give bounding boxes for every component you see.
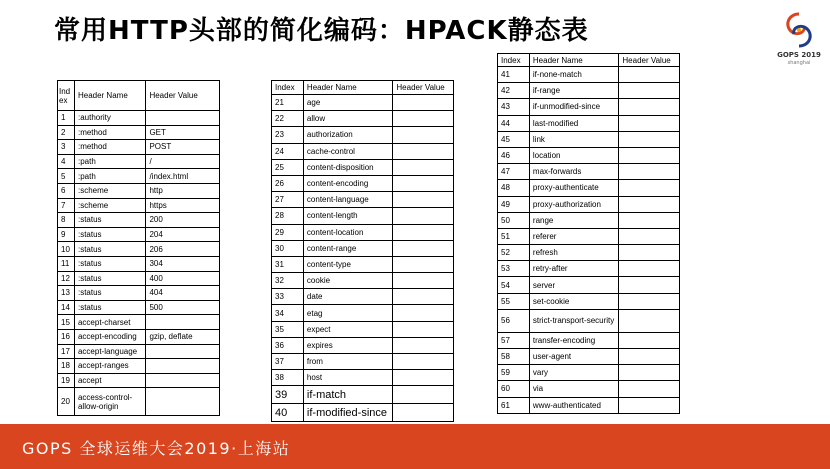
gops-logo bbox=[774, 10, 824, 68]
index-cell: 47 bbox=[498, 164, 530, 180]
name-cell: if-unmodified-since bbox=[529, 99, 618, 115]
index-cell: 11 bbox=[58, 256, 75, 271]
name-cell: authorization bbox=[303, 127, 392, 143]
name-cell: server bbox=[529, 277, 618, 293]
index-cell: 37 bbox=[272, 354, 304, 370]
table-row bbox=[272, 95, 454, 111]
value-cell bbox=[393, 404, 454, 422]
index-cell: 38 bbox=[272, 370, 304, 386]
slide-title: 常用HTTP头部的简化编码：HPACK静态表 bbox=[54, 16, 589, 46]
value-cell bbox=[619, 180, 680, 196]
table-row bbox=[58, 213, 220, 228]
name-cell: if-modified-since bbox=[303, 404, 392, 422]
table-row bbox=[498, 381, 680, 397]
table-row bbox=[272, 127, 454, 143]
table-row bbox=[498, 261, 680, 277]
index-cell: 51 bbox=[498, 228, 530, 244]
index-cell: 10 bbox=[58, 242, 75, 257]
name-cell: last-modified bbox=[529, 115, 618, 131]
value-cell: 400 bbox=[146, 271, 220, 286]
name-cell: allow bbox=[303, 111, 392, 127]
name-cell: retry-after bbox=[529, 261, 618, 277]
name-cell: accept-ranges bbox=[74, 359, 145, 374]
name-cell: accept bbox=[74, 373, 145, 388]
table-row bbox=[58, 286, 220, 301]
table-row bbox=[58, 271, 220, 286]
index-cell: 3 bbox=[58, 140, 75, 155]
table-row bbox=[498, 365, 680, 381]
value-cell bbox=[619, 67, 680, 83]
table-row bbox=[272, 321, 454, 337]
name-cell: accept-encoding bbox=[74, 329, 145, 344]
table-row bbox=[272, 370, 454, 386]
name-cell: strict-transport-security bbox=[529, 309, 618, 332]
name-cell: proxy-authorization bbox=[529, 196, 618, 212]
value-cell bbox=[393, 386, 454, 404]
value-cell: 404 bbox=[146, 286, 220, 301]
table-row bbox=[58, 125, 220, 140]
name-cell: :status bbox=[74, 271, 145, 286]
table-row bbox=[498, 67, 680, 83]
footer-bar bbox=[0, 424, 830, 469]
value-cell bbox=[393, 337, 454, 353]
table-row bbox=[58, 344, 220, 359]
table-row bbox=[498, 164, 680, 180]
value-cell bbox=[619, 228, 680, 244]
index-cell: 39 bbox=[272, 386, 304, 404]
index-cell: 58 bbox=[498, 349, 530, 365]
index-cell: 25 bbox=[272, 159, 304, 175]
table-row bbox=[498, 115, 680, 131]
value-cell: 206 bbox=[146, 242, 220, 257]
table-row bbox=[498, 212, 680, 228]
index-cell: 52 bbox=[498, 245, 530, 261]
table-row bbox=[498, 196, 680, 212]
table-row bbox=[498, 349, 680, 365]
value-cell bbox=[619, 115, 680, 131]
table-row bbox=[498, 332, 680, 348]
name-cell: vary bbox=[529, 365, 618, 381]
value-cell bbox=[393, 208, 454, 224]
name-cell: refresh bbox=[529, 245, 618, 261]
table-row bbox=[272, 208, 454, 224]
column-header-name: Header Name bbox=[74, 81, 145, 111]
value-cell bbox=[619, 332, 680, 348]
index-cell: 7 bbox=[58, 198, 75, 213]
name-cell: www-authenticated bbox=[529, 397, 618, 413]
table-row bbox=[58, 256, 220, 271]
name-cell: content-range bbox=[303, 240, 392, 256]
index-cell: 45 bbox=[498, 131, 530, 147]
table-row bbox=[272, 143, 454, 159]
value-cell bbox=[393, 143, 454, 159]
value-cell bbox=[393, 273, 454, 289]
name-cell: from bbox=[303, 354, 392, 370]
value-cell bbox=[619, 365, 680, 381]
column-header-index: Index bbox=[272, 81, 304, 95]
value-cell bbox=[619, 99, 680, 115]
name-cell: accept-language bbox=[74, 344, 145, 359]
logo-sub-text: shanghai bbox=[787, 60, 811, 66]
value-cell bbox=[393, 127, 454, 143]
value-cell bbox=[619, 381, 680, 397]
value-cell bbox=[146, 111, 220, 126]
table-row bbox=[498, 83, 680, 99]
value-cell bbox=[619, 131, 680, 147]
value-cell: gzip, deflate bbox=[146, 329, 220, 344]
name-cell: transfer-encoding bbox=[529, 332, 618, 348]
table-row bbox=[498, 131, 680, 147]
name-cell: :authority bbox=[74, 111, 145, 126]
name-cell: if-match bbox=[303, 386, 392, 404]
name-cell: host bbox=[303, 370, 392, 386]
value-cell bbox=[146, 373, 220, 388]
index-cell: 36 bbox=[272, 337, 304, 353]
value-cell bbox=[146, 388, 220, 416]
index-cell: 30 bbox=[272, 240, 304, 256]
value-cell bbox=[393, 321, 454, 337]
table-row bbox=[58, 183, 220, 198]
value-cell: 204 bbox=[146, 227, 220, 242]
value-cell bbox=[393, 192, 454, 208]
index-cell: 21 bbox=[272, 95, 304, 111]
name-cell: set-cookie bbox=[529, 293, 618, 309]
name-cell: :status bbox=[74, 213, 145, 228]
table-row bbox=[58, 329, 220, 344]
index-cell: 24 bbox=[272, 143, 304, 159]
table-row bbox=[272, 305, 454, 321]
value-cell bbox=[146, 344, 220, 359]
index-cell: 26 bbox=[272, 175, 304, 191]
index-cell: 53 bbox=[498, 261, 530, 277]
index-cell: 13 bbox=[58, 286, 75, 301]
name-cell: proxy-authenticate bbox=[529, 180, 618, 196]
value-cell bbox=[146, 315, 220, 330]
value-cell bbox=[393, 224, 454, 240]
name-cell: :method bbox=[74, 140, 145, 155]
index-cell: 42 bbox=[498, 83, 530, 99]
table-row bbox=[498, 99, 680, 115]
table-row bbox=[272, 192, 454, 208]
index-cell: 4 bbox=[58, 154, 75, 169]
index-cell: 27 bbox=[272, 192, 304, 208]
value-cell bbox=[619, 309, 680, 332]
name-cell: :status bbox=[74, 256, 145, 271]
index-cell: 34 bbox=[272, 305, 304, 321]
hpack-table-3 bbox=[497, 53, 680, 414]
index-cell: 2 bbox=[58, 125, 75, 140]
column-header-name: Header Name bbox=[529, 54, 618, 67]
value-cell: /index.html bbox=[146, 169, 220, 184]
table-row bbox=[58, 169, 220, 184]
table-row bbox=[58, 300, 220, 315]
table-row bbox=[272, 240, 454, 256]
index-cell: 50 bbox=[498, 212, 530, 228]
value-cell bbox=[393, 305, 454, 321]
column-header-value: Header Value bbox=[393, 81, 454, 95]
table-row bbox=[272, 386, 454, 404]
index-cell: 15 bbox=[58, 315, 75, 330]
value-cell bbox=[393, 289, 454, 305]
logo-swirl-icon bbox=[774, 10, 824, 50]
value-cell bbox=[619, 261, 680, 277]
column-header-index: Index bbox=[58, 81, 75, 111]
name-cell: :method bbox=[74, 125, 145, 140]
table-row bbox=[498, 309, 680, 332]
index-cell: 22 bbox=[272, 111, 304, 127]
column-header-index: Index bbox=[498, 54, 530, 67]
index-cell: 60 bbox=[498, 381, 530, 397]
table-row bbox=[272, 256, 454, 272]
value-cell bbox=[619, 245, 680, 261]
name-cell: expect bbox=[303, 321, 392, 337]
hpack-table-1 bbox=[57, 80, 220, 416]
index-cell: 23 bbox=[272, 127, 304, 143]
name-cell: range bbox=[529, 212, 618, 228]
name-cell: :scheme bbox=[74, 183, 145, 198]
table-row bbox=[272, 224, 454, 240]
table-row bbox=[498, 180, 680, 196]
name-cell: age bbox=[303, 95, 392, 111]
index-cell: 54 bbox=[498, 277, 530, 293]
value-cell bbox=[393, 111, 454, 127]
index-cell: 17 bbox=[58, 344, 75, 359]
name-cell: if-range bbox=[529, 83, 618, 99]
table-row bbox=[58, 154, 220, 169]
index-cell: 31 bbox=[272, 256, 304, 272]
name-cell: max-forwards bbox=[529, 164, 618, 180]
index-cell: 12 bbox=[58, 271, 75, 286]
index-cell: 6 bbox=[58, 183, 75, 198]
index-cell: 61 bbox=[498, 397, 530, 413]
table-row bbox=[272, 289, 454, 305]
name-cell: expires bbox=[303, 337, 392, 353]
value-cell bbox=[619, 349, 680, 365]
name-cell: content-location bbox=[303, 224, 392, 240]
table-row bbox=[58, 111, 220, 126]
table-row bbox=[272, 354, 454, 370]
table-row bbox=[498, 228, 680, 244]
index-cell: 18 bbox=[58, 359, 75, 374]
value-cell bbox=[146, 359, 220, 374]
table-row bbox=[272, 337, 454, 353]
table-row bbox=[272, 175, 454, 191]
table-row bbox=[58, 373, 220, 388]
table-row bbox=[58, 198, 220, 213]
column-header-name: Header Name bbox=[303, 81, 392, 95]
index-cell: 20 bbox=[58, 388, 75, 416]
name-cell: :status bbox=[74, 286, 145, 301]
table-row bbox=[58, 242, 220, 257]
index-cell: 40 bbox=[272, 404, 304, 422]
index-cell: 49 bbox=[498, 196, 530, 212]
value-cell bbox=[619, 83, 680, 99]
table-row bbox=[58, 227, 220, 242]
name-cell: etag bbox=[303, 305, 392, 321]
table-row bbox=[498, 277, 680, 293]
value-cell bbox=[619, 212, 680, 228]
value-cell: GET bbox=[146, 125, 220, 140]
name-cell: user-agent bbox=[529, 349, 618, 365]
index-cell: 5 bbox=[58, 169, 75, 184]
name-cell: :path bbox=[74, 154, 145, 169]
value-cell bbox=[393, 175, 454, 191]
value-cell: 200 bbox=[146, 213, 220, 228]
table-row bbox=[272, 404, 454, 422]
name-cell: content-encoding bbox=[303, 175, 392, 191]
index-cell: 1 bbox=[58, 111, 75, 126]
value-cell bbox=[393, 95, 454, 111]
value-cell bbox=[393, 159, 454, 175]
index-cell: 59 bbox=[498, 365, 530, 381]
name-cell: cache-control bbox=[303, 143, 392, 159]
name-cell: content-language bbox=[303, 192, 392, 208]
value-cell bbox=[393, 354, 454, 370]
value-cell: 304 bbox=[146, 256, 220, 271]
table-row bbox=[58, 388, 220, 416]
index-cell: 48 bbox=[498, 180, 530, 196]
column-header-value: Header Value bbox=[619, 54, 680, 67]
footer-text: GOPS 全球运维大会2019·上海站 bbox=[22, 439, 291, 458]
name-cell: :scheme bbox=[74, 198, 145, 213]
name-cell: :status bbox=[74, 242, 145, 257]
index-cell: 16 bbox=[58, 329, 75, 344]
logo-main-text: GOPS 2019 bbox=[777, 51, 821, 59]
name-cell: location bbox=[529, 147, 618, 163]
index-cell: 55 bbox=[498, 293, 530, 309]
index-cell: 43 bbox=[498, 99, 530, 115]
index-cell: 29 bbox=[272, 224, 304, 240]
table-row bbox=[58, 140, 220, 155]
value-cell: / bbox=[146, 154, 220, 169]
value-cell bbox=[393, 370, 454, 386]
value-cell bbox=[393, 240, 454, 256]
table-row bbox=[272, 111, 454, 127]
column-header-value: Header Value bbox=[146, 81, 220, 111]
index-cell: 9 bbox=[58, 227, 75, 242]
value-cell bbox=[619, 397, 680, 413]
value-cell bbox=[619, 293, 680, 309]
index-cell: 35 bbox=[272, 321, 304, 337]
name-cell: content-disposition bbox=[303, 159, 392, 175]
name-cell: accept-charset bbox=[74, 315, 145, 330]
table-row bbox=[58, 315, 220, 330]
name-cell: :status bbox=[74, 227, 145, 242]
name-cell: via bbox=[529, 381, 618, 397]
table-row bbox=[272, 273, 454, 289]
index-cell: 44 bbox=[498, 115, 530, 131]
value-cell bbox=[619, 277, 680, 293]
index-cell: 8 bbox=[58, 213, 75, 228]
name-cell: :status bbox=[74, 300, 145, 315]
index-cell: 19 bbox=[58, 373, 75, 388]
index-cell: 56 bbox=[498, 309, 530, 332]
value-cell: http bbox=[146, 183, 220, 198]
table-row bbox=[498, 147, 680, 163]
table-row bbox=[58, 359, 220, 374]
hpack-table-2 bbox=[271, 80, 454, 422]
index-cell: 41 bbox=[498, 67, 530, 83]
name-cell: link bbox=[529, 131, 618, 147]
value-cell bbox=[619, 196, 680, 212]
index-cell: 33 bbox=[272, 289, 304, 305]
value-cell bbox=[619, 147, 680, 163]
index-cell: 14 bbox=[58, 300, 75, 315]
value-cell bbox=[619, 164, 680, 180]
name-cell: if-none-match bbox=[529, 67, 618, 83]
value-cell: https bbox=[146, 198, 220, 213]
name-cell: access-control-allow-origin bbox=[74, 388, 145, 416]
table-row bbox=[498, 245, 680, 261]
value-cell: 500 bbox=[146, 300, 220, 315]
index-cell: 32 bbox=[272, 273, 304, 289]
name-cell: content-length bbox=[303, 208, 392, 224]
table-row bbox=[498, 397, 680, 413]
value-cell: POST bbox=[146, 140, 220, 155]
name-cell: content-type bbox=[303, 256, 392, 272]
name-cell: date bbox=[303, 289, 392, 305]
table-row bbox=[272, 159, 454, 175]
index-cell: 57 bbox=[498, 332, 530, 348]
name-cell: referer bbox=[529, 228, 618, 244]
name-cell: cookie bbox=[303, 273, 392, 289]
index-cell: 28 bbox=[272, 208, 304, 224]
index-cell: 46 bbox=[498, 147, 530, 163]
name-cell: :path bbox=[74, 169, 145, 184]
value-cell bbox=[393, 256, 454, 272]
table-row bbox=[498, 293, 680, 309]
